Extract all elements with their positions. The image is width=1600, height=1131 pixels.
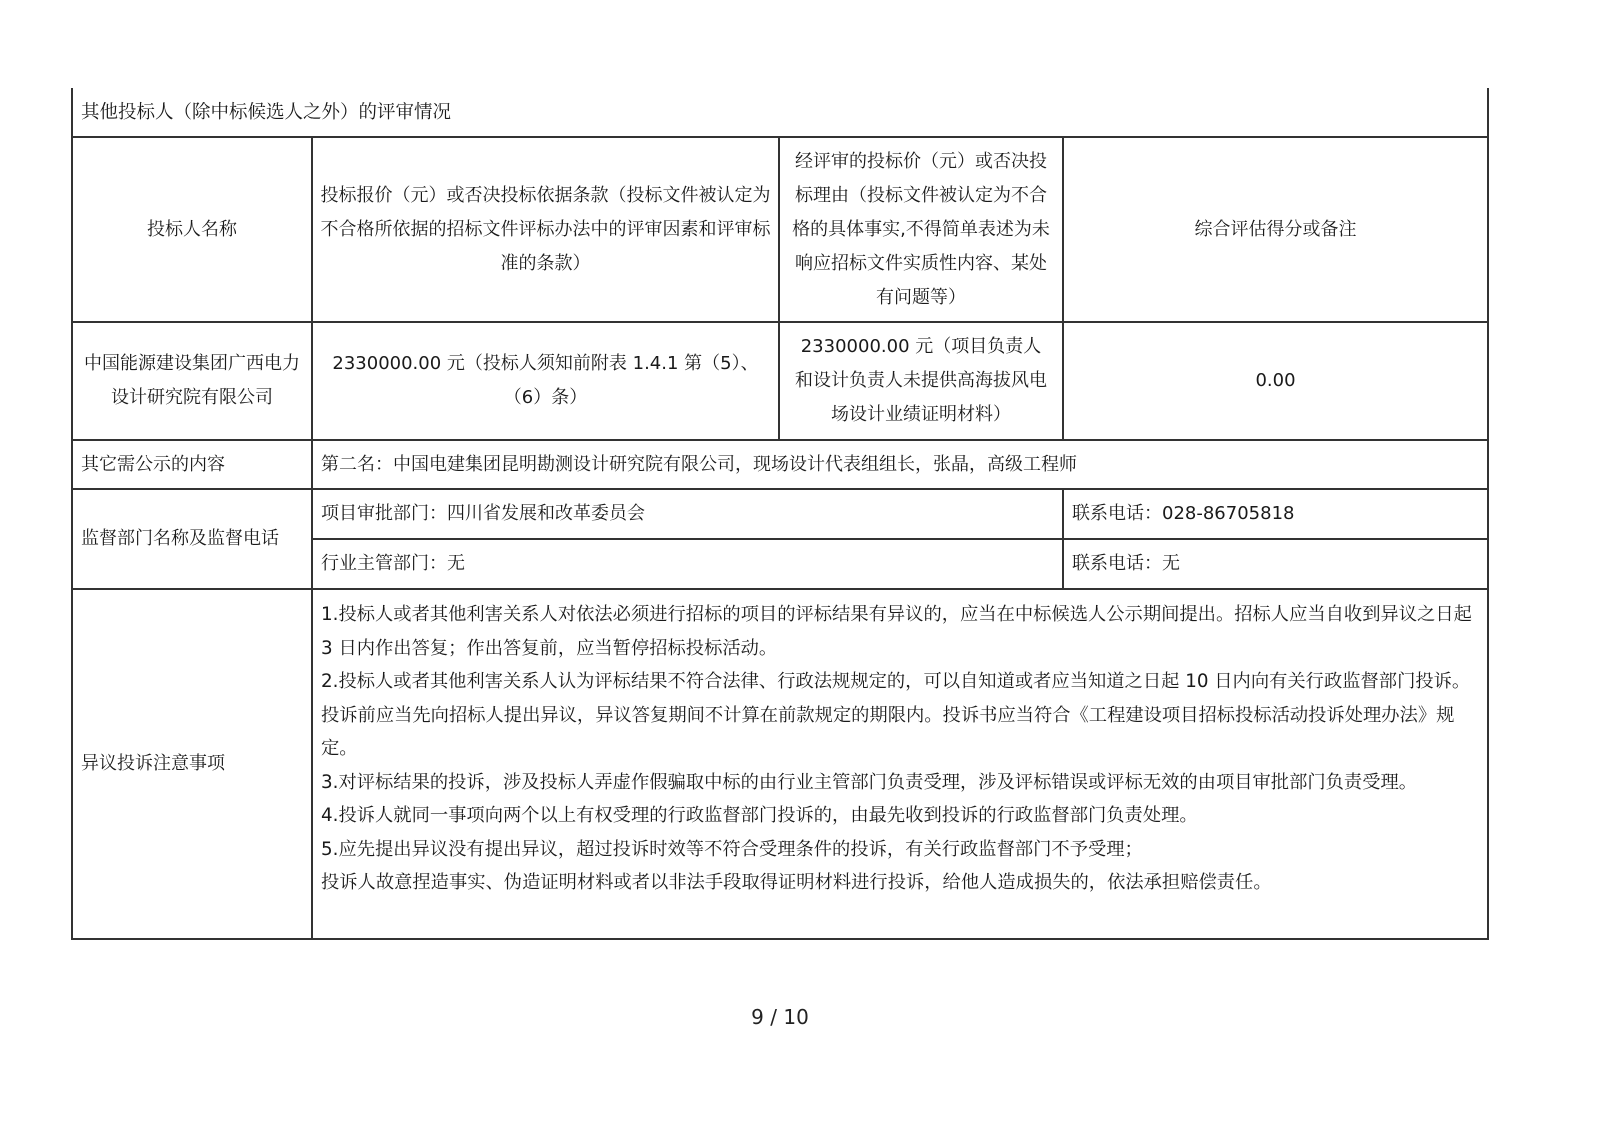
- objection-item: 5.应先提出异议没有提出异议，超过投诉时效等不符合受理条件的投诉，有关行政监督部门不予受理；: [321, 838, 1143, 860]
- supervision-approval-phone: 联系电话：028-86705818: [1072, 503, 1295, 524]
- supervision-industry-dept: 行业主管部门：无: [321, 553, 465, 574]
- section-title: 其他投标人（除中标候选人之外）的评审情况: [81, 102, 452, 123]
- page-number: 9 / 10: [751, 1005, 809, 1029]
- objection-item: 投诉人故意捏造事实、伪造证明材料或者以非法手段取得证明材料进行投诉，给他人造成损失的，依法承担赔偿责任。: [321, 872, 1272, 893]
- other-content-value: 第二名：中国电建集团昆明勘测设计研究院有限公司，现场设计代表组组长，张晶，高级工程师: [321, 453, 1077, 475]
- objection-notes: [313, 590, 1487, 938]
- table-right-border: [1487, 88, 1489, 940]
- other-content-label: 其它需公示的内容: [81, 453, 225, 475]
- header-score: 综合评估得分或备注: [1194, 218, 1357, 240]
- header-bidder-name: 投标人名称: [147, 218, 237, 240]
- header-evaluated-price: 经评审的投标价（元）或否决投标理由（投标文件被认定为不合格的具体事实,不得简单表述为未响应招标文件实质性内容、某处有问题等）: [792, 150, 1050, 308]
- objection-item: 1.投标人或者其他利害关系人对依法必须进行招标的项目的评标结果有异议的，应当在中标候选人公示期间提出。招标人应当自收到异议之日起 3 日内作出答复；作出答复前，应当暂停招标投标活动。: [321, 604, 1472, 659]
- objection-item: 3.对评标结果的投诉，涉及投标人弄虚作假骗取中标的由行业主管部门负责受理，涉及评标错误或评标无效的由项目审批部门负责受理。: [321, 771, 1418, 793]
- supervision-approval-dept: 项目审批部门：四川省发展和改革委员会: [321, 503, 645, 524]
- objection-item: 4.投诉人就同一事项向两个以上有权受理的行政监督部门投诉的，由最先收到投诉的行政监督部门负责处理。: [321, 805, 1198, 826]
- bidder-evaluated-price: 2330000.00 元（项目负责人和设计负责人未提供高海拔风电场设计业绩证明材料）: [795, 336, 1047, 425]
- objection-item: 2.投标人或者其他利害关系人认为评标结果不符合法律、行政法规规定的，可以自知道或者应当知道之日起 10 日内向有关行政监督部门投诉。投诉前应当先向招标人提出异议，异议答复期间不计算在前款规定的期限内。投诉书应当符合《工程建设项目招标投标活动投诉处理办法》规定。: [321, 671, 1471, 759]
- supervision-industry-phone: 联系电话：无: [1072, 553, 1180, 574]
- bidder-name: 中国能源建设集团广西电力设计研究院有限公司: [84, 353, 300, 408]
- supervision-label: 监督部门名称及监督电话: [81, 528, 279, 549]
- bidder-score: 0.00: [1255, 370, 1296, 391]
- header-bid-price: 投标报价（元）或否决投标依据条款（投标文件被认定为不合格所依据的招标文件评标办法中的评审因素和评审标准的条款）: [320, 184, 771, 274]
- table-bottom-border: [71, 938, 1489, 940]
- bidder-bid-price: 2330000.00 元（投标人须知前附表 1.4.1 第（5）、（6）条）: [332, 353, 759, 408]
- objection-label: 异议投诉注意事项: [81, 753, 225, 774]
